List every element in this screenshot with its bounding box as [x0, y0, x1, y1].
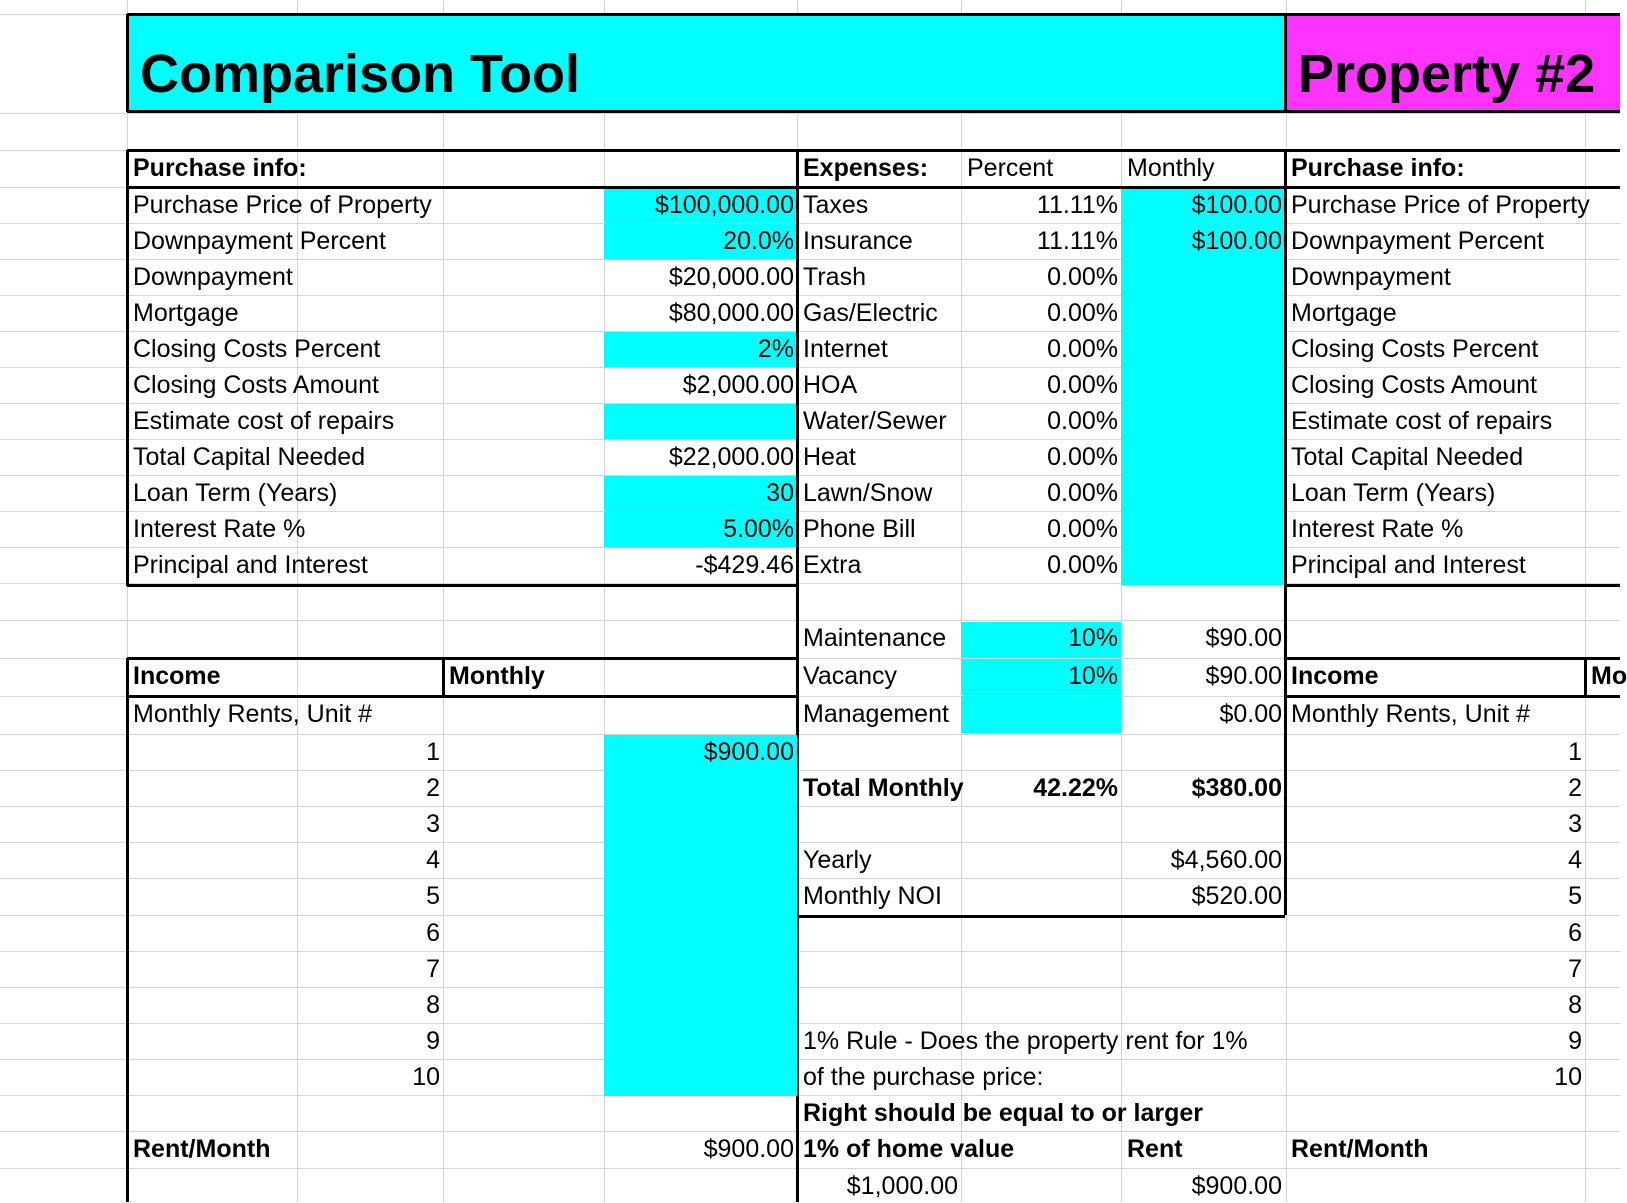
p2-purchase-label: Downpayment [1291, 263, 1451, 291]
unit-rent[interactable] [604, 807, 797, 841]
income-header: Income [133, 662, 221, 690]
vacancy-monthly[interactable]: $90.00 [1205, 662, 1282, 690]
yearly-label: Yearly [803, 846, 872, 874]
purchase-value[interactable]: 30 [766, 479, 794, 507]
expense-monthly[interactable] [1121, 404, 1285, 438]
expense-percent[interactable]: 0.00% [1047, 515, 1118, 543]
unit-rent[interactable] [604, 771, 797, 805]
management-label: Management [803, 700, 949, 728]
expense-label: Internet [803, 335, 888, 363]
expense-percent[interactable]: 0.00% [1047, 263, 1118, 291]
expense-percent[interactable]: 0.00% [1047, 479, 1118, 507]
expense-percent[interactable]: 11.11% [1036, 227, 1118, 255]
expense-monthly[interactable] [1121, 296, 1285, 330]
expense-percent[interactable]: 0.00% [1047, 371, 1118, 399]
purchase-value[interactable]: 20.0% [723, 227, 794, 255]
expense-monthly[interactable] [1121, 548, 1285, 582]
purchase-label: Interest Rate % [133, 515, 306, 543]
purchase-value[interactable] [604, 404, 797, 438]
total-monthly-value: $380.00 [1191, 774, 1282, 802]
purchase-value[interactable]: 2% [757, 335, 794, 363]
p2-purchase-label: Purchase Price of Property [1291, 191, 1590, 219]
expense-label: Insurance [803, 227, 913, 255]
purchase-value[interactable]: -$429.46 [695, 551, 794, 579]
noi-bottom [797, 915, 1285, 918]
income-top [127, 657, 797, 660]
p2-income-header: Income [1291, 662, 1379, 690]
expense-label: Taxes [803, 191, 869, 219]
purchase-bottom [127, 584, 797, 587]
p2-purchase-label: Closing Costs Percent [1291, 335, 1539, 363]
p2-rents-label: Monthly Rents, Unit # [1291, 700, 1530, 728]
management-monthly[interactable]: $0.00 [1219, 700, 1282, 728]
maintenance-label: Maintenance [803, 624, 947, 652]
expense-label: Lawn/Snow [803, 479, 933, 507]
expenses-head-bottom [797, 186, 1285, 189]
expenses-header: Expenses: [803, 154, 929, 182]
p2-purchase-label: Total Capital Needed [1291, 443, 1524, 471]
expense-monthly[interactable] [1121, 440, 1285, 474]
expense-label: Extra [803, 551, 862, 579]
purchase-top [127, 149, 797, 152]
unit-number: 7 [426, 955, 440, 983]
expense-percent[interactable]: 0.00% [1047, 299, 1118, 327]
purchase-label: Purchase Price of Property [133, 191, 432, 219]
rent-month-label: Rent/Month [133, 1135, 271, 1163]
purchase-label: Principal and Interest [133, 551, 368, 579]
unit-rent[interactable] [604, 1060, 797, 1094]
purchase-label: Estimate cost of repairs [133, 407, 395, 435]
p2-purchase-label: Downpayment Percent [1291, 227, 1544, 255]
rents-label: Monthly Rents, Unit # [133, 700, 372, 728]
p2-unit-number: 2 [1568, 774, 1582, 802]
expense-percent[interactable]: 11.11% [1036, 191, 1118, 219]
unit-number: 3 [426, 810, 440, 838]
p2-purchase-label: Principal and Interest [1291, 551, 1526, 579]
rent-month-value: $900.00 [703, 1135, 794, 1163]
expense-monthly[interactable]: $100.00 [1191, 227, 1282, 255]
purchase-head-bottom [127, 186, 797, 189]
expenses-top [797, 149, 1285, 152]
expense-monthly[interactable] [1121, 368, 1285, 402]
one-percent-line2: of the purchase price: [803, 1063, 1044, 1091]
expense-monthly[interactable]: $100.00 [1191, 191, 1282, 219]
unit-rent[interactable]: $900.00 [703, 738, 794, 766]
expense-monthly[interactable] [1121, 512, 1285, 546]
gridline-v [443, 0, 444, 1202]
p2-purchase-top [1285, 149, 1620, 152]
p2-unit-number: 7 [1568, 955, 1582, 983]
unit-number: 4 [426, 846, 440, 874]
title-border-left [126, 14, 129, 112]
unit-number: 5 [426, 882, 440, 910]
expense-percent[interactable]: 0.00% [1047, 335, 1118, 363]
purchase-label: Downpayment Percent [133, 227, 386, 255]
purchase-label: Loan Term (Years) [133, 479, 338, 507]
expense-percent[interactable]: 0.00% [1047, 551, 1118, 579]
p2-unit-number: 9 [1568, 1027, 1582, 1055]
vacancy-percent[interactable]: 10% [1067, 662, 1118, 690]
unit-number: 10 [412, 1063, 440, 1091]
one-percent-line3: Right should be equal to or larger [803, 1099, 1204, 1127]
purchase-value[interactable]: $80,000.00 [668, 299, 794, 327]
title-border-mid [1284, 14, 1287, 112]
expense-label: Trash [803, 263, 866, 291]
p2-income-col-divider [1584, 658, 1587, 696]
maintenance-monthly[interactable]: $90.00 [1205, 624, 1282, 652]
unit-number: 9 [426, 1027, 440, 1055]
expense-label: Heat [803, 443, 856, 471]
p2-unit-number: 4 [1568, 846, 1582, 874]
title-border-bottom [127, 110, 1620, 113]
expense-percent[interactable]: 0.00% [1047, 407, 1118, 435]
one-percent-rent: $900.00 [1191, 1172, 1282, 1200]
unit-number: 6 [426, 919, 440, 947]
unit-rent[interactable] [604, 879, 797, 913]
expense-monthly[interactable] [1121, 260, 1285, 294]
p2-unit-number: 5 [1568, 882, 1582, 910]
unit-rent[interactable] [604, 988, 797, 1022]
yearly-value: $4,560.00 [1170, 846, 1282, 874]
income-col-divider [442, 658, 445, 696]
gridline-h [0, 113, 1620, 114]
expenses-col-percent: Percent [967, 154, 1054, 182]
purchase-value[interactable]: $2,000.00 [682, 371, 794, 399]
unit-number: 8 [426, 991, 440, 1019]
noi-value: $520.00 [1191, 882, 1282, 910]
vacancy-label: Vacancy [803, 662, 898, 690]
p2-unit-number: 1 [1568, 738, 1582, 766]
expenses-col-monthly: Monthly [1127, 154, 1215, 182]
p2-purchase-label: Interest Rate % [1291, 515, 1464, 543]
purchase-label: Mortgage [133, 299, 239, 327]
expense-label: Gas/Electric [803, 299, 938, 327]
expense-monthly[interactable] [1121, 332, 1285, 366]
total-monthly-percent: 42.22% [1033, 774, 1118, 802]
unit-number: 1 [426, 738, 440, 766]
unit-rent[interactable] [604, 952, 797, 986]
one-percent-col2: Rent [1127, 1135, 1183, 1163]
p2-unit-number: 8 [1568, 991, 1582, 1019]
p2-income-col-monthly: Mo [1591, 662, 1627, 690]
p2-purchase-header: Purchase info: [1291, 154, 1465, 182]
income-head-bottom [127, 695, 797, 698]
expense-percent[interactable]: 0.00% [1047, 443, 1118, 471]
purchase-label: Downpayment [133, 263, 293, 291]
property-title: Property #2 [1298, 44, 1596, 104]
unit-rent[interactable] [604, 843, 797, 877]
unit-rent[interactable] [604, 916, 797, 950]
total-monthly-label: Total Monthly [803, 774, 964, 802]
unit-rent[interactable] [604, 1024, 797, 1058]
purchase-label: Total Capital Needed [133, 443, 366, 471]
p2-purchase-bottom [1285, 584, 1620, 587]
management-percent[interactable] [961, 697, 1121, 731]
purchase-header: Purchase info: [133, 154, 307, 182]
p2-unit-number: 10 [1554, 1063, 1582, 1091]
expense-monthly[interactable] [1121, 476, 1285, 510]
p2-purchase-label: Loan Term (Years) [1291, 479, 1496, 507]
p2-purchase-label: Mortgage [1291, 299, 1397, 327]
page-title: Comparison Tool [140, 44, 580, 104]
p2-unit-number: 6 [1568, 919, 1582, 947]
purchase-label: Closing Costs Amount [133, 371, 379, 399]
title-border-top [127, 13, 1620, 16]
expense-label: Phone Bill [803, 515, 916, 543]
income-col-monthly: Monthly [449, 662, 545, 690]
expense-label: HOA [803, 371, 858, 399]
purchase-value[interactable]: $100,000.00 [654, 191, 794, 219]
maintenance-percent[interactable]: 10% [1067, 624, 1118, 652]
income-left [126, 658, 129, 1202]
p2-purchase-label: Estimate cost of repairs [1291, 407, 1553, 435]
purchase-value[interactable]: 5.00% [723, 515, 794, 543]
p2-rent-month-label: Rent/Month [1291, 1135, 1429, 1163]
purchase-value[interactable]: $20,000.00 [668, 263, 794, 291]
purchase-left [126, 150, 129, 586]
one-percent-line1: 1% Rule - Does the property rent for 1% [803, 1027, 1248, 1055]
purchase-value[interactable]: $22,000.00 [668, 443, 794, 471]
one-percent-home-value: $1,000.00 [846, 1172, 958, 1200]
one-percent-col1: 1% of home value [803, 1135, 1015, 1163]
purchase-label: Closing Costs Percent [133, 335, 381, 363]
unit-number: 2 [426, 774, 440, 802]
p2-purchase-head-bottom [1285, 186, 1620, 189]
p2-unit-number: 3 [1568, 810, 1582, 838]
expense-label: Water/Sewer [803, 407, 947, 435]
p2-income-top [1285, 657, 1620, 660]
p2-income-head-bottom [1285, 695, 1620, 698]
noi-label: Monthly NOI [803, 882, 942, 910]
p2-purchase-label: Closing Costs Amount [1291, 371, 1537, 399]
